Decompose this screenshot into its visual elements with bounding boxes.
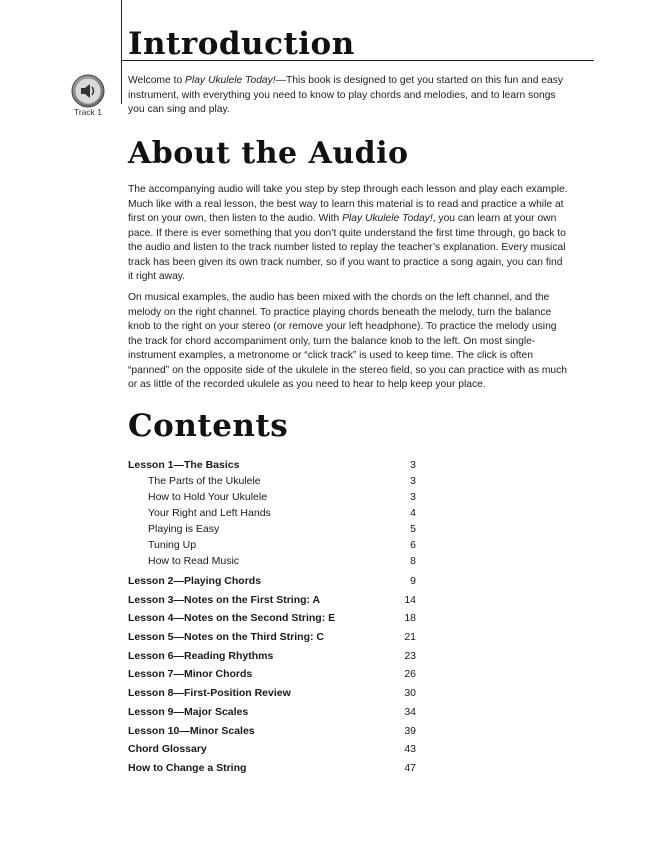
toc-title: Lesson 4—Notes on the Second String: E — [128, 612, 336, 625]
toc-page-number: 8 — [410, 555, 416, 567]
contents-heading: Contents — [128, 408, 289, 444]
toc-title: Your Right and Left Hands — [148, 507, 271, 519]
toc-entry[interactable] — [128, 473, 428, 489]
toc-entry[interactable] — [128, 537, 428, 553]
toc-title: Tuning Up — [148, 539, 197, 551]
toc-page-number: 3 — [410, 475, 416, 487]
toc-page-number: 34 — [404, 705, 416, 718]
toc-page-number: 18 — [404, 612, 416, 625]
toc-entry[interactable] — [128, 723, 428, 739]
toc-entry[interactable] — [128, 553, 428, 569]
toc-title: The Parts of the Ukulele — [148, 475, 261, 487]
toc-page-number: 4 — [410, 507, 416, 519]
toc-entry[interactable] — [128, 685, 428, 701]
introduction-heading: Introduction — [128, 26, 355, 62]
toc-title: Lesson 1—The Basics — [128, 459, 240, 471]
toc-page-number: 9 — [410, 575, 416, 587]
toc-entry[interactable] — [128, 521, 428, 537]
toc-entry[interactable] — [128, 592, 428, 608]
toc-title: How to Read Music — [148, 555, 240, 567]
toc-entry[interactable] — [128, 760, 428, 776]
toc-page-number: 43 — [404, 743, 416, 756]
margin-vertical-rule — [121, 0, 122, 104]
toc-entry[interactable] — [128, 610, 428, 626]
table-of-contents — [128, 457, 428, 776]
toc-page-number: 26 — [404, 668, 416, 681]
intro-text-pre: Welcome to — [128, 75, 186, 86]
toc-title: How to Hold Your Ukulele — [148, 491, 268, 503]
toc-entry[interactable] — [128, 704, 428, 720]
toc-page-number: 6 — [410, 539, 416, 551]
track-label: Track 1 — [73, 107, 103, 117]
intro-paragraph — [128, 74, 570, 118]
toc-title: Playing is Easy — [148, 523, 220, 535]
toc-entry[interactable] — [128, 741, 428, 757]
toc-entry[interactable] — [128, 489, 428, 505]
book-title-italic: Play Ukulele Today! — [185, 75, 276, 86]
toc-entry[interactable] — [128, 666, 428, 682]
toc-title: Lesson 5—Notes on the Third String: C — [128, 631, 325, 644]
toc-page-number: 3 — [410, 459, 416, 471]
toc-title: Lesson 10—Minor Scales — [128, 724, 255, 737]
toc-entry[interactable] — [128, 457, 428, 473]
toc-title: Lesson 3—Notes on the First String: A — [128, 593, 321, 606]
toc-entry[interactable] — [128, 505, 428, 521]
audio-paragraph-2: On musical examples, the audio has been mixed with the chords on the left channel, and the melody on the right channel. To practice playing chords beneath the melody, turn the balance knob to the right on your stereo (or remove your left headphone). To practice the melody using the track for chord accompaniment only, turn the balance knob to the left. On most single-instrument examples, a metronome or “click track” is used to keep time. The click is often “panned” on the opposite side of the ukulele in the stereo field, so you can practice with as much or as little of the recorded ukulele as you need to hear to help keep your place. — [128, 292, 568, 390]
audio-p1-pre: The accompanying audio will take you step by step through each lesson and play each example. Much like with a real lesson, the best way to learn this material is to read and practice a while at first on your own, then listen to the audio. With — [128, 184, 568, 224]
audio-speaker-icon[interactable] — [71, 74, 105, 108]
toc-entry[interactable] — [128, 648, 428, 664]
toc-page-number: 30 — [404, 687, 416, 700]
toc-page-number: 47 — [404, 761, 416, 774]
toc-title: Chord Glossary — [128, 743, 207, 756]
audio-p1-post: , you can learn at your own pace. If there is ever something that you don’t quite understand the first time through, go back to the audio and listen to the track number listed to replay the teacher’s explanation. Every musical track has been given its own track number, so if you want to practice a song again, you can find it right away. — [128, 213, 566, 282]
toc-page-number: 14 — [404, 593, 416, 606]
about-audio-heading: About the Audio — [128, 136, 409, 171]
toc-title: Lesson 8—First-Position Review — [128, 687, 291, 700]
book-title-italic: Play Ukulele Today! — [342, 213, 433, 224]
toc-title: How to Change a String — [128, 761, 247, 774]
toc-page-number: 23 — [404, 649, 416, 662]
toc-page-number: 3 — [410, 491, 416, 503]
intro-text-post: —This book is designed to get you started on this fun and easy instrument, with everything you need to know to play chords and melodies, and to learn songs you can sing and play. — [128, 75, 564, 115]
toc-page-number: 21 — [404, 631, 416, 644]
toc-entry[interactable] — [128, 573, 428, 589]
toc-title: Lesson 6—Reading Rhythms — [128, 649, 274, 662]
toc-title: Lesson 7—Minor Chords — [128, 668, 253, 681]
toc-title: Lesson 9—Major Scales — [128, 705, 249, 718]
toc-entry[interactable] — [128, 629, 428, 645]
toc-page-number: 5 — [410, 523, 416, 535]
toc-title: Lesson 2—Playing Chords — [128, 575, 262, 587]
toc-page-number: 39 — [404, 724, 416, 737]
audio-paragraph-1 — [128, 183, 570, 285]
